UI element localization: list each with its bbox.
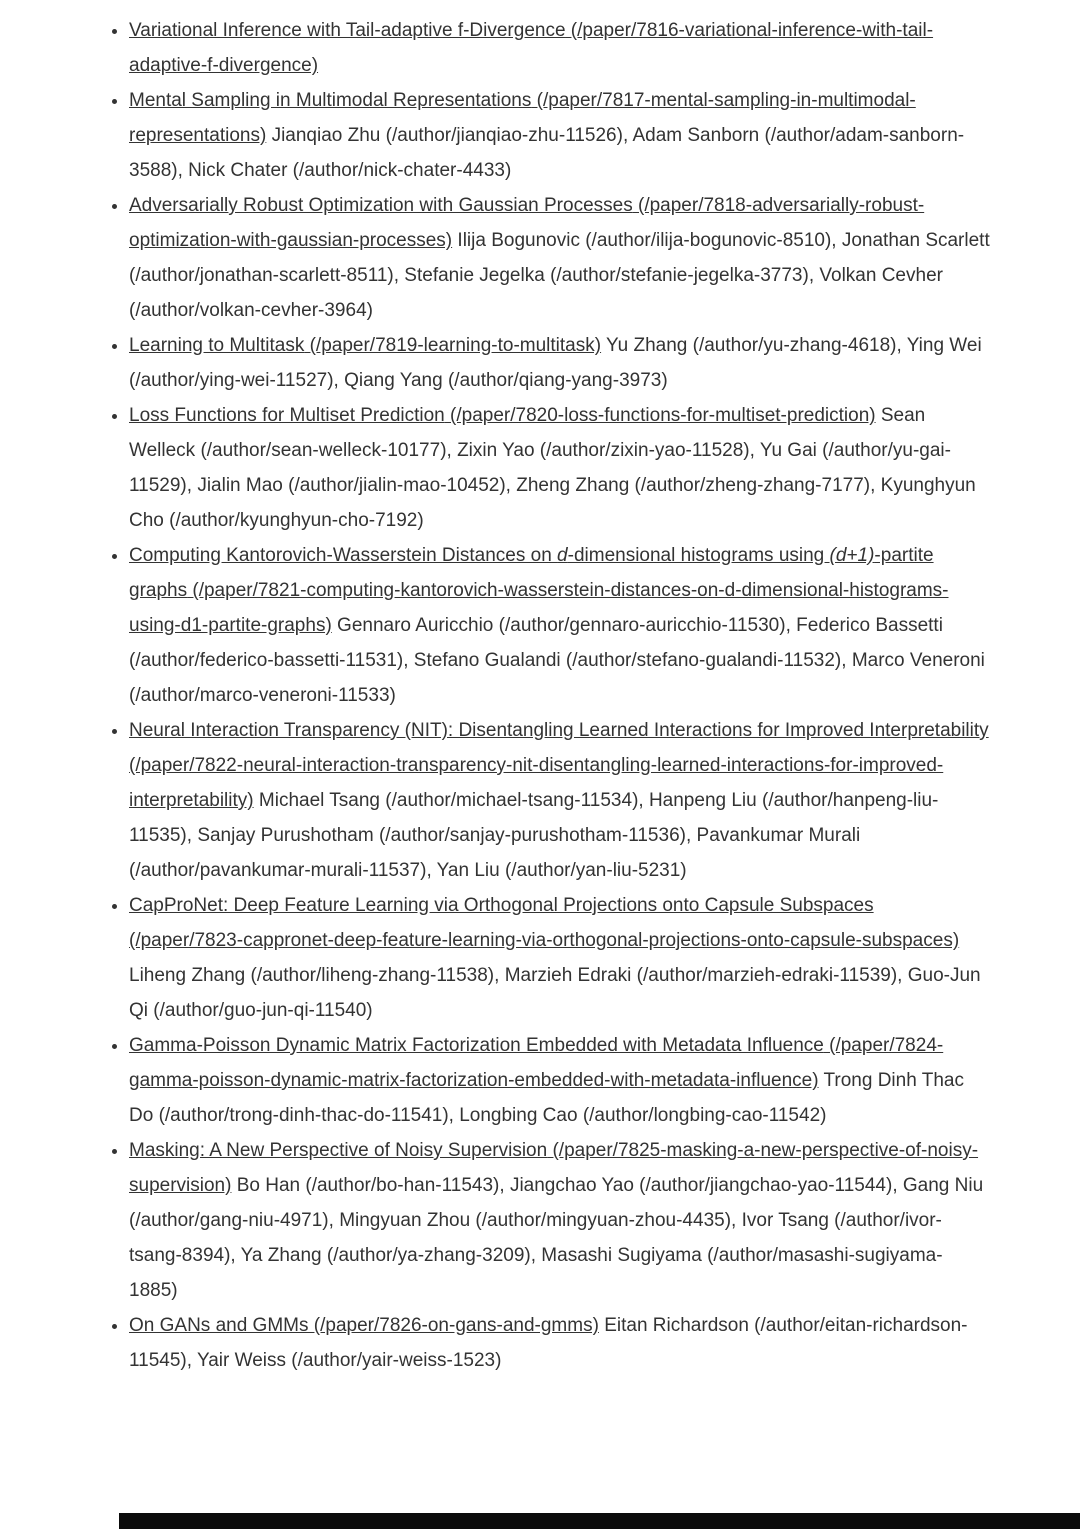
paper-title-text: Neural Interaction Transparency (NIT): Disentangling Learned Interactions for Improved Interpretability <box>129 720 989 741</box>
paper-url: (/paper/7816-variational-inference-with-tail-adaptive-f-divergence) <box>129 20 934 76</box>
paper-url: (/paper/7822-neural-interaction-transparency-nit-disentangling-learned-interactions-for-improved-interpretability) <box>129 755 944 811</box>
author: Ya Zhang (/author/ya-zhang-3209), <box>240 1245 542 1266</box>
paper-title-text: -partite graphs <box>129 545 934 601</box>
author: Liheng Zhang (/author/liheng-zhang-11538), <box>129 965 505 986</box>
paper-url: (/paper/7823-cappronet-deep-feature-learning-via-orthogonal-projections-onto-capsule-subspaces) <box>129 930 960 951</box>
paper-link[interactable] <box>129 1035 943 1091</box>
author: Sean Welleck (/author/sean-welleck-10177), <box>129 405 926 461</box>
author: Nick Chater (/author/nick-chater-4433) <box>188 160 512 181</box>
paper-list-item <box>129 188 990 328</box>
paper-title-text: CapProNet: Deep Feature Learning via Orthogonal Projections onto Capsule Subspaces <box>129 895 874 916</box>
author: Zheng Zhang (/author/zheng-zhang-7177), <box>516 475 881 496</box>
paper-title-text: Adversarially Robust Optimization with Gaussian Processes <box>129 195 633 216</box>
author: Yan Liu (/author/yan-liu-5231) <box>436 860 687 881</box>
author: Longbing Cao (/author/longbing-cao-11542) <box>459 1105 827 1126</box>
paper-link[interactable] <box>129 1315 599 1336</box>
author: Qiang Yang (/author/qiang-yang-3973) <box>344 370 668 391</box>
author: Zixin Yao (/author/zixin-yao-11528), <box>457 440 760 461</box>
author: Trong Dinh Thac Do (/author/trong-dinh-thac-do-11541), <box>129 1070 964 1126</box>
author: Ying Wei (/author/ying-wei-11527), <box>129 335 982 391</box>
paper-title-text: Loss Functions for Multiset Prediction <box>129 405 445 426</box>
author: Eitan Richardson (/author/eitan-richardson-11545), <box>129 1315 968 1371</box>
paper-url: (/paper/7818-adversarially-robust-optimization-with-gaussian-processes) <box>129 195 925 251</box>
author: Yu Gai (/author/yu-gai-11529), <box>129 440 951 496</box>
author: Jialin Mao (/author/jialin-mao-10452), <box>197 475 517 496</box>
paper-link[interactable] <box>129 20 933 76</box>
author: Michael Tsang (/author/michael-tsang-11534), <box>258 790 649 811</box>
paper-title-text: Gamma-Poisson Dynamic Matrix Factorization Embedded with Metadata Influence <box>129 1035 824 1056</box>
paper-url: (/paper/7826-on-gans-and-gmms) <box>308 1315 599 1336</box>
paper-list-item <box>129 13 990 83</box>
paper-list-item <box>129 713 990 888</box>
author: Ivor Tsang (/author/ivor-tsang-8394), <box>129 1210 942 1266</box>
paper-list-item <box>129 888 990 1028</box>
paper-title-text: Computing Kantorovich-Wasserstein Distances on <box>129 545 558 566</box>
author: Gang Niu (/author/gang-niu-4971), <box>129 1175 984 1231</box>
author: Pavankumar Murali (/author/pavankumar-murali-11537), <box>129 825 861 881</box>
paper-title-italic: d <box>557 545 568 566</box>
paper-link[interactable] <box>129 335 601 356</box>
paper-title-text: Learning to Multitask <box>129 335 305 356</box>
paper-link[interactable] <box>129 895 959 951</box>
author: Marco Veneroni (/author/marco-veneroni-11533) <box>129 650 985 706</box>
paper-url: (/paper/7824-gamma-poisson-dynamic-matrix-factorization-embedded-with-metadata-influence) <box>129 1035 944 1091</box>
paper-authors <box>129 965 981 1021</box>
author: Masashi Sugiyama (/author/masashi-sugiyama-1885) <box>129 1245 943 1301</box>
author: Kyunghyun Cho (/author/kyunghyun-cho-7192) <box>129 475 976 531</box>
paper-list-item <box>129 1133 990 1308</box>
author: Volkan Cevher (/author/volkan-cevher-3964) <box>129 265 943 321</box>
paper-authors <box>129 1175 983 1301</box>
author: Yu Zhang (/author/yu-zhang-4618), <box>606 335 907 356</box>
author: Stefano Gualandi (/author/stefano-gualandi-11532), <box>413 650 852 671</box>
author: Mingyuan Zhou (/author/mingyuan-zhou-4435), <box>339 1210 742 1231</box>
paper-link[interactable] <box>129 405 876 426</box>
footer-bar <box>119 1513 1080 1529</box>
paper-list-item <box>129 83 990 188</box>
paper-title-text: Masking: A New Perspective of Noisy Supervision <box>129 1140 548 1161</box>
paper-list-item <box>129 1028 990 1133</box>
paper-list-item <box>129 398 990 538</box>
paper-url: (/paper/7820-loss-functions-for-multiset-prediction) <box>444 405 876 426</box>
paper-url: (/paper/7817-mental-sampling-in-multimodal-representations) <box>129 90 916 146</box>
author: Adam Sanborn (/author/adam-sanborn-3588), <box>129 125 965 181</box>
paper-list-item <box>129 328 990 398</box>
paper-list-item <box>129 538 990 713</box>
author: Federico Bassetti (/author/federico-bassetti-11531), <box>129 615 943 671</box>
author: Stefanie Jegelka (/author/stefanie-jegelka-3773), <box>404 265 820 286</box>
author: Jonathan Scarlett (/author/jonathan-scarlett-8511), <box>129 230 990 286</box>
author: Yair Weiss (/author/yair-weiss-1523) <box>196 1350 502 1371</box>
paper-title-italic: (d+1) <box>829 545 875 566</box>
author: Sanjay Purushotham (/author/sanjay-purushotham-11536), <box>197 825 697 846</box>
paper-title-text: -dimensional histograms using <box>567 545 830 566</box>
author: Jiangchao Yao (/author/jiangchao-yao-11544), <box>509 1175 903 1196</box>
paper-url: (/paper/7821-computing-kantorovich-wasserstein-distances-on-d-dimensional-histograms-using-d1-partite-graphs) <box>129 580 949 636</box>
paper-title-text: Mental Sampling in Multimodal Representations <box>129 90 532 111</box>
paper-list-item <box>129 1308 990 1378</box>
paper-url: (/paper/7819-learning-to-multitask) <box>304 335 602 356</box>
paper-url: (/paper/7825-masking-a-new-perspective-of-noisy-supervision) <box>129 1140 979 1196</box>
paper-title-text: Variational Inference with Tail-adaptive f-Divergence <box>129 20 566 41</box>
author: Guo-Jun Qi (/author/guo-jun-qi-11540) <box>129 965 981 1021</box>
author: Bo Han (/author/bo-han-11543), <box>236 1175 510 1196</box>
paper-title-text: On GANs and GMMs <box>129 1315 309 1336</box>
author: Hanpeng Liu (/author/hanpeng-liu-11535), <box>129 790 939 846</box>
author: Gennaro Auricchio (/author/gennaro-auricchio-11530), <box>337 615 797 636</box>
author: Ilija Bogunovic (/author/ilija-bogunovic-8510), <box>457 230 842 251</box>
author: Jianqiao Zhu (/author/jianqiao-zhu-11526), <box>271 125 633 146</box>
author: Marzieh Edraki (/author/marzieh-edraki-11539), <box>504 965 908 986</box>
